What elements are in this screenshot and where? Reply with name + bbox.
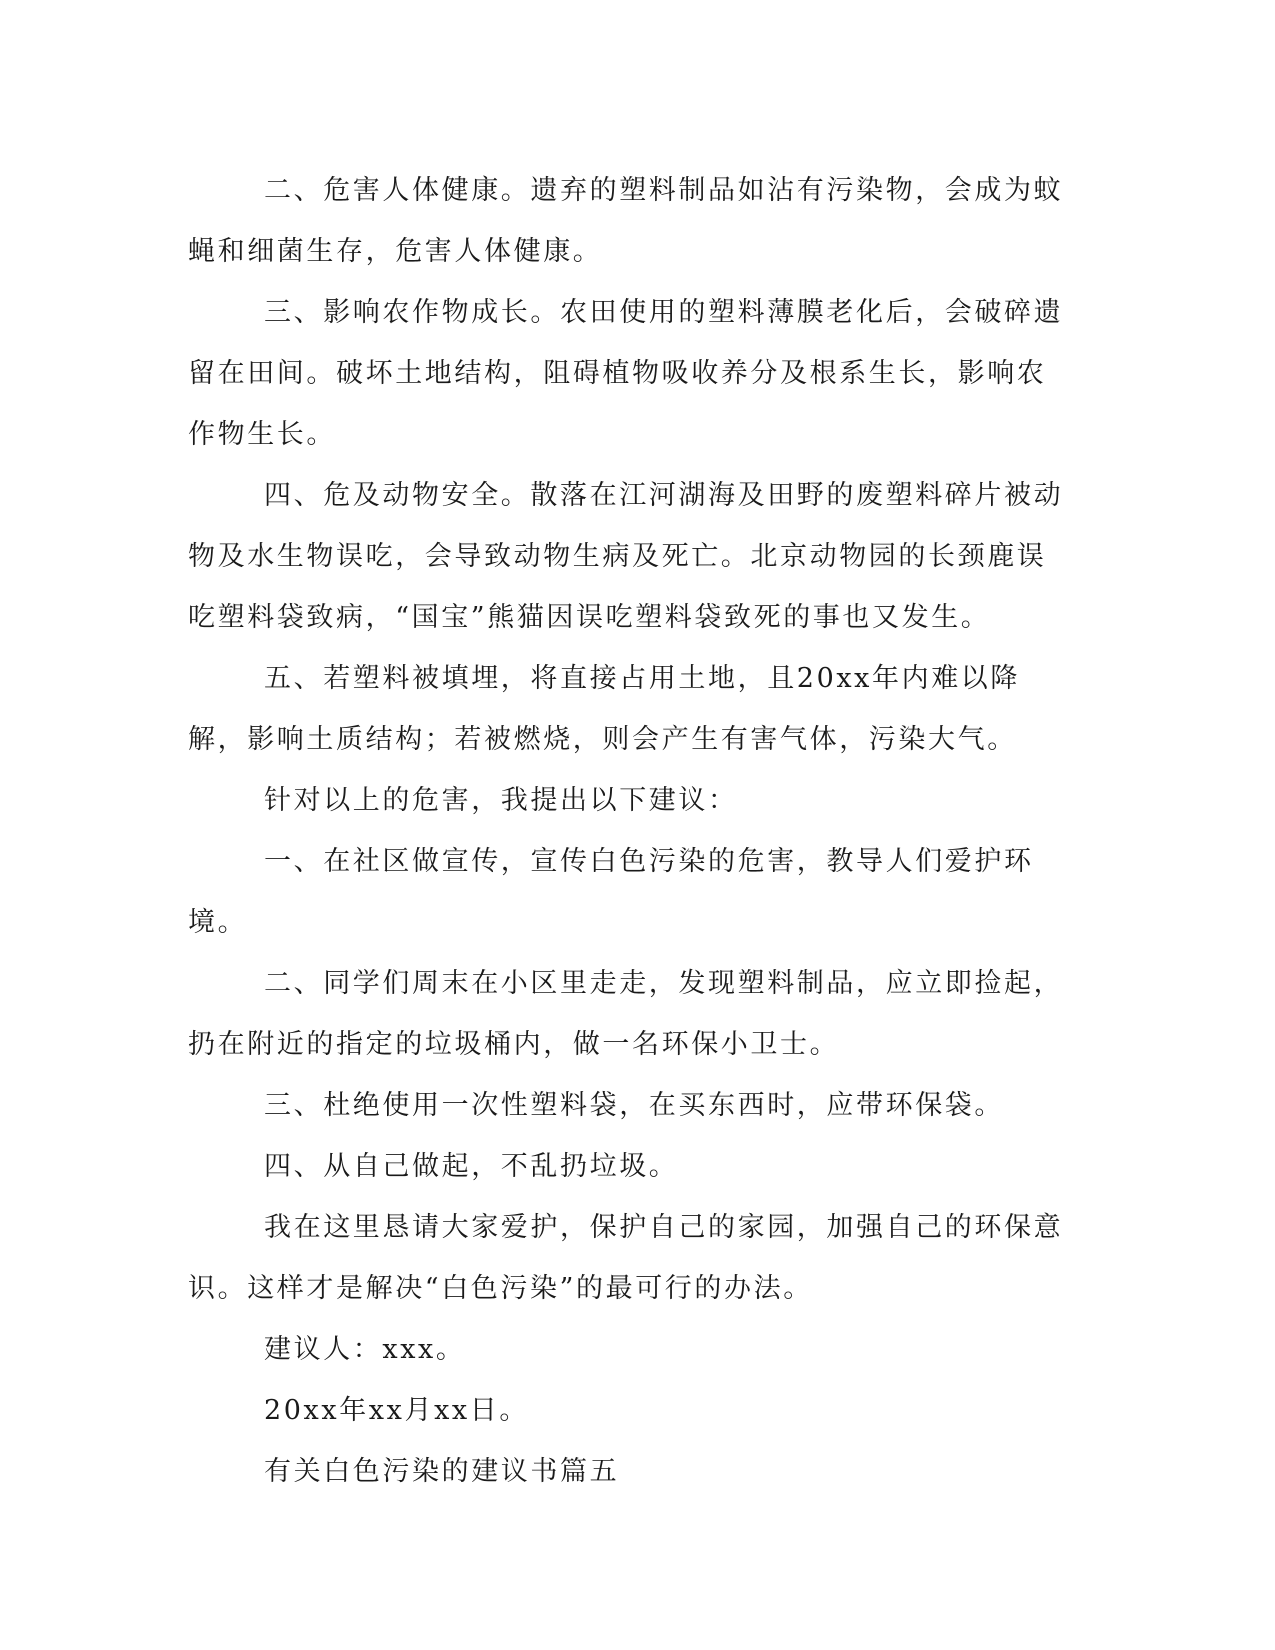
- signature-proposer: 建议人：xxx。: [264, 1334, 466, 1365]
- paragraph-landfill-hazard: 五、若塑料被填埋，将直接占用土地，且20xx年内难以降解，影响土质结构；若被燃烧，则会产生有害气体，污染大气。: [188, 663, 1021, 755]
- paragraph-suggestion-4: 四、从自己做起，不乱扔垃圾。: [264, 1151, 679, 1182]
- section-heading-part-five: 有关白色污染的建议书篇五: [264, 1456, 620, 1487]
- paragraph-suggestions-intro: 针对以上的危害，我提出以下建议：: [264, 785, 738, 816]
- paragraph-suggestion-2: 二、同学们周末在小区里走走，发现塑料制品，应立即捡起，扔在附近的指定的垃圾桶内，做一名环保小卫士。: [188, 968, 1064, 1060]
- paragraph-appeal: 我在这里恳请大家爱护，保护自己的家园，加强自己的环保意识。这样才是解决“白色污染”的最可行的办法。: [188, 1212, 1064, 1304]
- paragraph-health-hazard: 二、危害人体健康。遗弃的塑料制品如沾有污染物，会成为蚊蝇和细菌生存，危害人体健康。: [188, 175, 1064, 267]
- signature-date: 20xx年xx月xx日。: [264, 1395, 529, 1426]
- paragraph-crop-hazard: 三、影响农作物成长。农田使用的塑料薄膜老化后，会破碎遗留在田间。破坏土地结构，阻碍植物吸收养分及根系生长，影响农作物生长。: [188, 297, 1064, 450]
- paragraph-suggestion-1: 一、在社区做宣传，宣传白色污染的危害，教导人们爱护环境。: [188, 846, 1034, 938]
- paragraph-suggestion-3: 三、杜绝使用一次性塑料袋，在买东西时，应带环保袋。: [264, 1090, 1004, 1121]
- paragraph-animal-hazard: 四、危及动物安全。散落在江河湖海及田野的废塑料碎片被动物及水生物误吃，会导致动物生病及死亡。北京动物园的长颈鹿误吃塑料袋致病，“国宝”熊猫因误吃塑料袋致死的事也又发生。: [188, 480, 1064, 633]
- document-body: [188, 160, 1068, 1502]
